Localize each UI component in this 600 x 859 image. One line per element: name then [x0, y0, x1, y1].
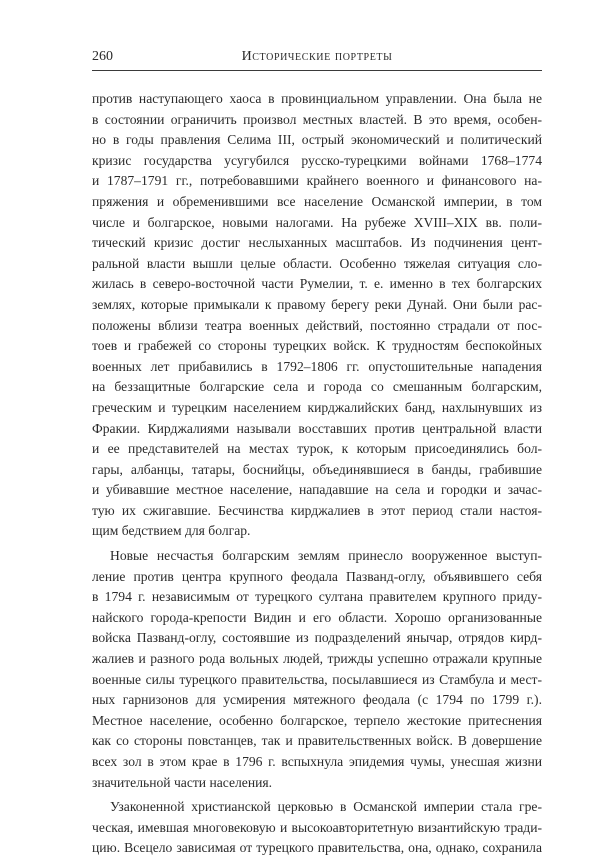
text-line: всех зол в этом крае в 1796 г. вспыхнула эпидемия чумы, унесшая жизни — [92, 754, 542, 769]
text-line: ральной власти вышли целые области. Особенно тяжелая ситуация сло- — [92, 255, 542, 271]
text-line: жалиев и разного рода вольных людей, трижды успешно отражали крупные — [92, 651, 542, 667]
text-line: против наступающего хаоса в провинциальном управлении. Она была не — [92, 91, 542, 106]
text-line: на беззащитные болгарские села и города со смешанным болгарским, — [92, 379, 542, 395]
text-line: цию. Всецело зависимая от турецкого правительства, она, однако, сохранила — [92, 840, 542, 856]
text-line: военные силы турецкого правительства, посылавшиеся из Стамбула и мест- — [92, 671, 542, 687]
text-line: гары, албанцы, татары, боснийцы, объединявшиеся в банды, грабившие — [92, 461, 542, 477]
paragraph — [92, 797, 542, 859]
body-text — [92, 89, 542, 859]
text-line: греческим и турецким населением кирджалийских банд, нахлынувших из — [92, 399, 542, 415]
text-line: кризис государства усугубился русско-турецкими войнами 1768–1774 — [92, 152, 542, 168]
text-line: положены вблизи театра военных действий, постоянно страдали от пос- — [92, 317, 542, 333]
text-line: ческая, имевшая многовековую и высокоавторитетную византийскую тради- — [92, 819, 542, 835]
text-line: Новые несчастья болгарским землям принесло вооруженное выступ- — [110, 548, 542, 564]
text-line: Фракии. Кирджалиями называли восставших против центральной власти — [92, 420, 542, 436]
page-header — [92, 47, 542, 69]
text-line: и ее представителей на местах турок, к которым присоединялись бол- — [92, 441, 542, 457]
paragraph — [92, 546, 542, 793]
text-line: числе и болгарское, новыми налогами. На рубеже XVIII–XIX вв. поли- — [92, 214, 542, 230]
text-line: военных лет прибавились в 1792–1806 гг. опустошительные нападения — [92, 358, 542, 374]
text-line: щим бедствием для болгар. — [92, 523, 251, 539]
text-line: тую их сжигавшие. Бесчинства кирджалиев в этот период стали настоя- — [92, 502, 542, 518]
text-line: жилась в северо-восточной части Румелии, т. е. именно в тех болгарских — [92, 276, 542, 292]
text-line: в состоянии ограничить произвол местных властей. В это время, особен- — [92, 111, 542, 127]
text-line: и 1787–1791 гг., потребовавшими крайнего военного и финансового на- — [92, 173, 542, 189]
text-line: ных гарнизонов для усмирения мятежного феодала (с 1794 по 1799 г.). — [92, 692, 542, 708]
text-line: землях, которые примыкали к правому берегу реки Дунай. Они были рас- — [92, 296, 542, 312]
text-line: войска Пазванд-оглу, состоявшие из подразделений янычар, отрядов кирд- — [92, 630, 542, 646]
text-line: но в годы правления Селима III, острый экономический и политический — [92, 132, 542, 148]
running-title: Исторические портреты — [241, 49, 393, 64]
text-line: в 1794 г. независимым от турецкого султана правителем крупного приду- — [92, 589, 542, 605]
text-line: Узаконенной христианской церковью в Османской империи стала гре- — [110, 799, 542, 815]
text-line: найского города-крепости Видин и его области. Хорошо организованные — [92, 609, 542, 625]
text-line: как со стороны повстанцев, так и правительственных войск. В довершение — [92, 733, 542, 749]
text-line: тоев и грабежей со стороны турецких войск. К трудностям беспокойных — [92, 338, 542, 354]
text-line: значительной части населения. — [92, 774, 273, 790]
page-number: 260 — [92, 49, 113, 64]
text-line: тический кризис достиг неслыханных масштабов. Из подчинения цент- — [92, 235, 542, 251]
header-rule — [92, 70, 542, 71]
text-line: ление против центра крупного феодала Пазванд-оглу, объявившего себя — [92, 568, 542, 584]
paragraph — [92, 89, 542, 542]
text-line: Местное население, особенно болгарское, терпело жестокие притеснения — [92, 712, 542, 728]
text-line: пряжения и обременившими все население Османской империи, в том — [92, 193, 542, 209]
text-line: и убивавшие местное население, нападавшие на села и городки и зачас- — [92, 482, 542, 498]
